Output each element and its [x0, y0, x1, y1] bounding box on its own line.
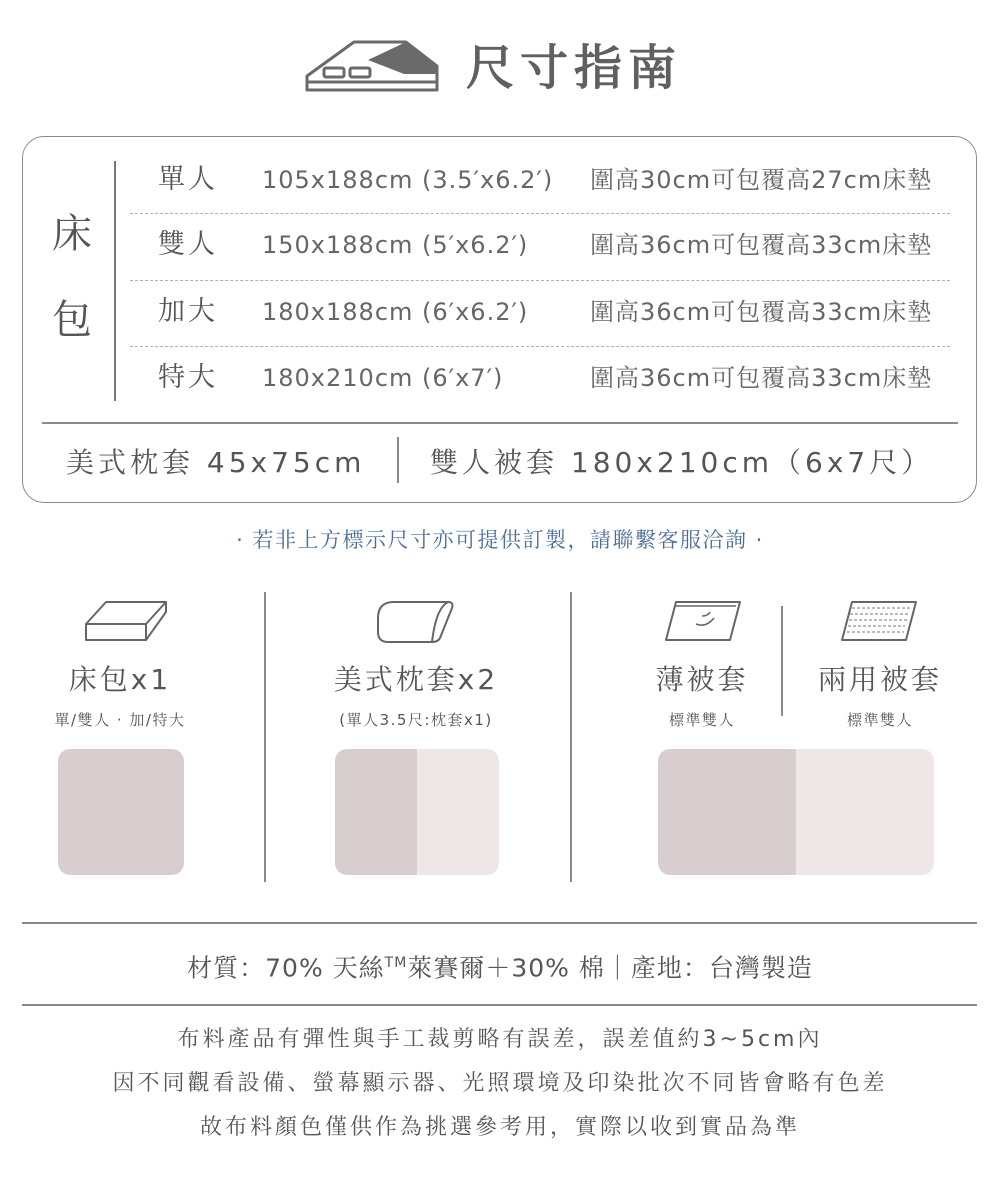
fitted-sheet-label: 床	[52, 211, 92, 257]
product-sub: (單人3.5尺:枕套x1)	[339, 711, 493, 729]
product-sub: 標準雙人	[668, 711, 735, 729]
material-info: 材質：70% 天絲™萊賽爾＋30% 棉｜產地：台灣製造	[187, 953, 813, 983]
size-row-name: 雙人	[158, 229, 218, 260]
thin-duvet-icon	[662, 598, 744, 644]
pillowcase-icon	[374, 598, 460, 644]
color-swatch	[658, 749, 934, 875]
disclaimer-line: 故布料顏色僅供作為挑選參考用，實際以收到實品為準	[199, 1115, 800, 1140]
size-row-note: 圍高30cm可包覆高27cm床墊	[590, 166, 933, 194]
dual-use-duvet-icon	[838, 598, 920, 644]
row-divider	[130, 213, 950, 214]
box-divider	[42, 422, 958, 424]
product-name: 床包x1	[68, 663, 172, 696]
size-row-dims: 150x188cm (5′x6.2′)	[262, 231, 529, 259]
size-row-name: 單人	[158, 164, 218, 195]
extras-divider	[397, 437, 399, 483]
product-name: 美式枕套x2	[333, 663, 499, 696]
section-divider	[22, 1004, 977, 1006]
size-row-note: 圍高36cm可包覆高33cm床墊	[590, 364, 933, 392]
size-row-dims: 180x188cm (6′x6.2′)	[262, 298, 529, 326]
column-divider	[570, 592, 572, 882]
fitted-sheet-icon	[80, 598, 172, 644]
column-divider	[264, 592, 266, 882]
size-row-name: 加大	[158, 296, 218, 327]
color-swatch	[58, 749, 184, 875]
page-title: 尺寸指南	[466, 40, 683, 96]
trademark: TM	[384, 955, 408, 971]
disclaimer-line: 布料產品有彈性與手工裁剪略有誤差，誤差值約3~5cm內	[177, 1027, 823, 1052]
product-name: 薄被套	[655, 663, 749, 696]
size-row-dims: 180x210cm (6′x7′)	[262, 364, 504, 392]
size-row-note: 圍高36cm可包覆高33cm床墊	[590, 298, 933, 326]
product-sub: 單/雙人 · 加/特大	[54, 711, 186, 729]
custom-order-note: · 若非上方標示尺寸亦可提供訂製，請聯繫客服洽詢 ·	[236, 528, 764, 552]
row-divider	[130, 280, 950, 281]
bed-house-icon	[304, 34, 440, 94]
product-name: 兩用被套	[817, 663, 942, 696]
size-row-note: 圍高36cm可包覆高33cm床墊	[590, 231, 933, 259]
size-row-dims: 105x188cm (3.5′x6.2′)	[262, 166, 554, 194]
duvet-size: 雙人被套 180x210cm（6x7尺）	[430, 446, 934, 479]
product-sub: 標準雙人	[846, 711, 913, 729]
fitted-sheet-label-2: 包	[52, 297, 92, 343]
column-divider	[781, 606, 783, 716]
label-divider	[114, 161, 116, 401]
section-divider	[22, 922, 977, 924]
color-swatch	[335, 749, 499, 875]
disclaimer-line: 因不同觀看設備、螢幕顯示器、光照環境及印染批次不同皆會略有色差	[112, 1071, 888, 1096]
pillowcase-size: 美式枕套 45x75cm	[66, 446, 366, 479]
size-row-name: 特大	[158, 362, 218, 393]
row-divider	[130, 346, 950, 347]
